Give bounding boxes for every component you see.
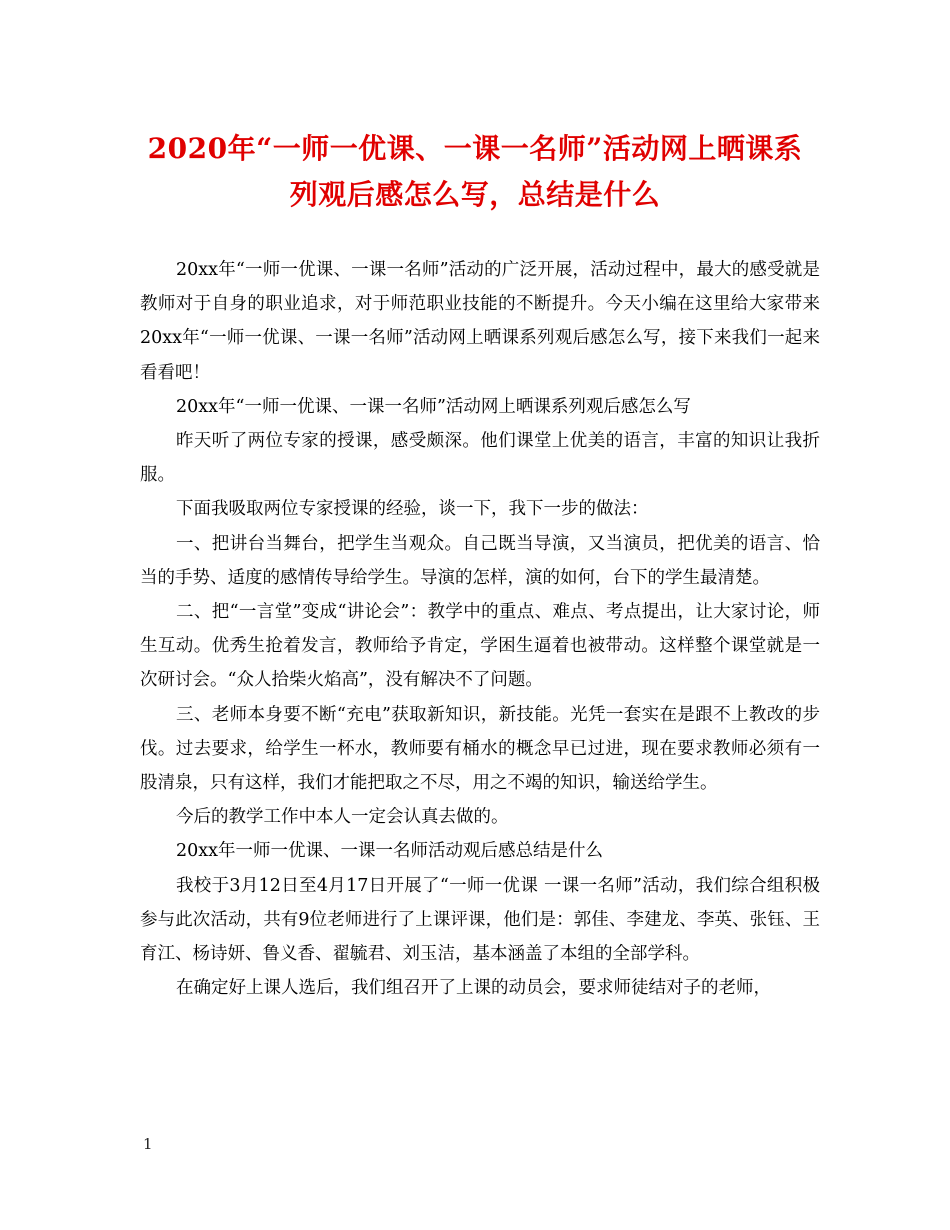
title-line-1: 2020年“一师一优课、一课一名师”活动网上晒课系: [147, 132, 803, 165]
paragraph: 在确定好上课人选后，我们组召开了上课的动员会，要求师徒结对子的老师，: [176, 978, 771, 999]
paragraph: 我校于3月12日至4月17日开展了“一师一优课 一课一名师”活动，我们综合组积极参与此次活动，共有9位老师进行了上课评课，他们是：郭佳、李建龙、李英、张钰、王育江、杨诗妍、鲁义香、翟毓君、刘玉洁，基本涵盖了本组的全部学科。: [140, 875, 820, 965]
paragraph-point-3: 三、老师本身要不断“充电”获取新知识，新技能。光凭一套实在是跟不上教改的步伐。过去要求，给学生一杯水，教师要有桶水的概念早已过进，现在要求教师必须有一股清泉，只有这样，我们才能把取之不尽，用之不竭的知识，输送给学生。: [140, 704, 820, 794]
paragraph: 昨天听了两位专家的授课，感受颇深。他们课堂上优美的语言，丰富的知识让我折服。: [140, 431, 820, 486]
document-body: [140, 253, 820, 1005]
paragraph-point-1: 一、把讲台当舞台，把学生当观众。自己既当导演，又当演员，把优美的语言、恰当的手势、适度的感情传导给学生。导演的怎样，演的如何，台下的学生最清楚。: [140, 533, 820, 588]
page-number: 1: [143, 1135, 153, 1153]
paragraph-intro: 20xx年“一师一优课、一课一名师”活动的广泛开展，活动过程中，最大的感受就是教师对于自身的职业追求，对于师范职业技能的不断提升。今天小编在这里给大家带来20xx年“一师一优课、一课一名师”活动网上晒课系列观后感怎么写，接下来我们一起来看看吧！: [140, 260, 820, 383]
paragraph-section-heading-2: 20xx年一师一优课、一课一名师活动观后感总结是什么: [176, 841, 604, 862]
title-line-2: 列观后感怎么写，总结是什么: [289, 178, 661, 211]
paragraph: 下面我吸取两位专家授课的经验，谈一下，我下一步的做法：: [176, 499, 649, 520]
document-title: [100, 126, 850, 218]
paragraph-section-heading-1: 20xx年“一师一优课、一课一名师”活动网上晒课系列观后感怎么写: [176, 396, 691, 417]
paragraph: 今后的教学工作中本人一定会认真去做的。: [176, 807, 509, 828]
paragraph-point-2: 二、把“一言堂”变成“讲论会”：教学中的重点、难点、考点提出，让大家讨论，师生互动。优秀生抢着发言，教师给予肯定，学困生逼着也被带动。这样整个课堂就是一次研讨会。“众人拾柴火焰高”，没有解决不了问题。: [140, 602, 820, 691]
